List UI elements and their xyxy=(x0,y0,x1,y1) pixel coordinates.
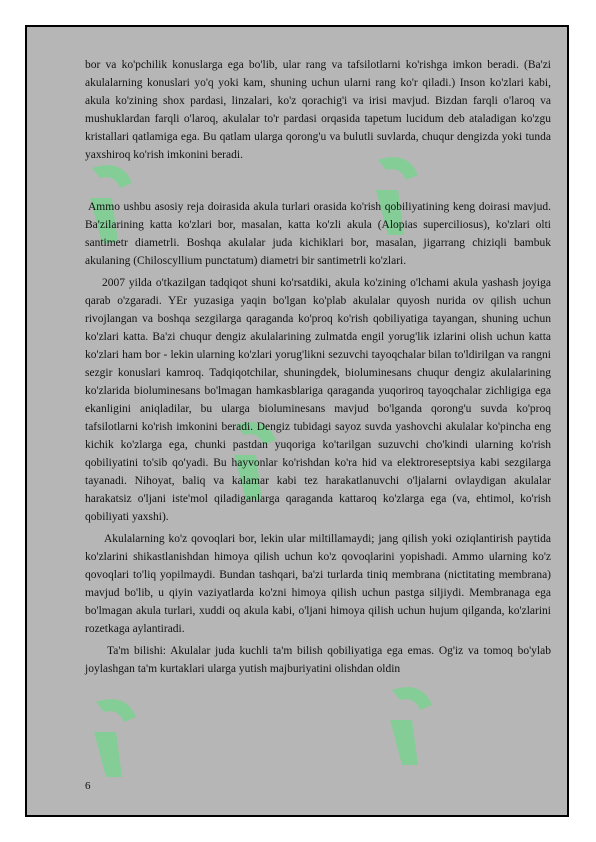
page-body xyxy=(85,56,551,678)
paragraph: bor va ko'pchilik konuslarga ega bo'lib, ular rang va tafsilotlarni ko'rishga imkon beradi. (Ba'zi akulalarning konuslari yo'q yoki kam, shuning uchun ularni rang ko'r qiladi.) Inson ko'zlari kabi, akula ko'zining shox pardasi, linzalari, ko'z qorachig'i va irisi mavjud. Bizdan farqli o'laroq va mushuklardan farqli o'laroq, akulalar to'r pardasi orqasida tapetum lucidum deb ataladigan ko'zgu kristallari qatlamiga ega. Bu qatlam ularga qorong'u va bulutli suvlarda, chuqur dengizda yoki tunda yaxshiroq ko'rish imkonini beradi. xyxy=(85,59,551,161)
paragraph: 2007 yilda o'tkazilgan tadqiqot shuni ko'rsatdiki, akula ko'zining o'lchami akula yashash joyiga qarab o'zgaradi. YEr yuzasiga yaqin bo'lgan ko'plab akulalar quyosh nurida ov qilish uchun rivojlangan va boshqa sezgilarga qaraganda ko'proq ko'rish qobiliyatiga tayangan, shuning uchun ko'zlari katta. Ba'zi chuqur dengiz akulalarining zulmatda engil yorug'lik izlarini olish uchun katta ko'zlari ham bor - lekin ularning ko'zlari yorug'likni sezuvchi tayoqchalar bilan to'ldirilgan va rangni sezgir konuslari kamroq. Tadqiqotchilar, shuningdek, bioluminesans chuqur dengiz akulalarining ko'zlarida bioluminesans bo'lmagan hamkasblariga qaraganda yuqoriroq tayoqchalar zichligiga ega ekanligini aniqladilar, bu ularga bioluminesans mavjud bo'lganda qorong'u suvda ko'proq tafsilotlarni ko'rish imkonini beradi. Dengiz tubidagi sayoz suvda yashovchi akulalar ko'pincha eng kichik ko'zlarga ega, chunki pastdan yuqoriga ko'tarilgan suzuvchi cho'kindi ularning ko'rish qobiliyatini to'sib qo'yadi. Bu hayvonlar ko'rishdan ko'ra hid va elektroreseptsiya kabi sezgilarga tayanadi. Nihoyat, baliq va kalamar kabi tez harakatlanuvchi o'ljalarni ovlaydigan akulalar harakatsiz o'ljani iste'mol qiladiganlarga qaraganda kattaroq ko'zlarga ega (va, ehtimol, ko'rish qobiliyati yaxshi). xyxy=(85,277,551,523)
paragraph: Ammo ushbu asosiy reja doirasida akula turlari orasida ko'rish qobiliyatining keng doirasi mavjud. Ba'zilarining katta ko'zlari bor, masalan, katta ko'zli akula (Alopias superciliosus), ko'zlari olti santimetr diametrli. Boshqa akulalar juda kichiklari bor, masalan, jigarrang chiziqli bambuk akulaning (Chiloscyllium punctatum) diametri bir santimetrli ko'zlari. xyxy=(85,201,551,267)
paragraph: Ta'm bilishi: Akulalar juda kuchli ta'm bilish qobiliyatiga ega emas. Og'iz va tomoq bo'ylab joylashgan ta'm kurtaklari ularga yutish majburiyatini olishdan oldin xyxy=(85,645,551,675)
page-number: 6 xyxy=(85,780,91,792)
paragraph: Akulalarning ko'z qovoqlari bor, lekin ular miltillamaydi; jang qilish yoki oziqlantirish paytida ko'zlarini shikastlanishdan himoya qilish uchun ko'z qovoqlarini yopishadi. Ammo ularning ko'z qovoqlari to'liq yopilmaydi. Bundan tashqari, ba'zi turlarda tiniq membrana (nictitating membrana) mavjud bo'lib, u qiyin vaziyatlarda ko'zni himoya qilish uchun pastga siljiydi. Membranaga ega bo'lmagan akula turlari, xuddi oq akula kabi, o'ljani himoya qilish uchun hujum qilganda, ko'zlarini rozetkaga aylantiradi. xyxy=(85,533,551,635)
watermark-mark xyxy=(86,692,146,782)
watermark-mark xyxy=(382,680,442,770)
